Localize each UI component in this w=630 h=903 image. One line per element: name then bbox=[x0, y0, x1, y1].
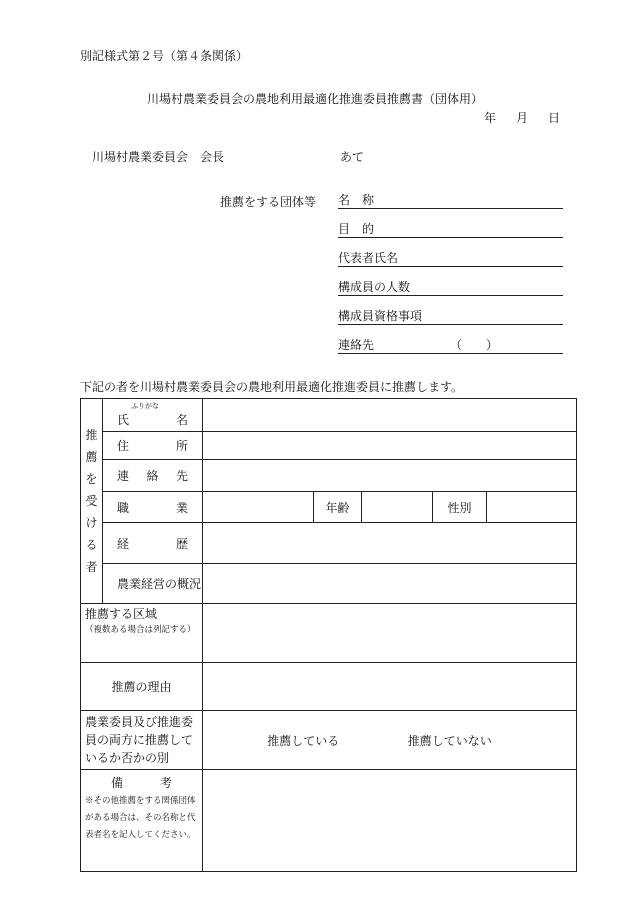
date-line bbox=[484, 109, 560, 126]
area-input-cell[interactable] bbox=[203, 604, 577, 663]
addressee-suffix: あて bbox=[340, 150, 365, 164]
contact-field[interactable] bbox=[338, 337, 563, 354]
remarks-input-cell[interactable] bbox=[203, 770, 577, 872]
choice-not-recommended[interactable]: 推薦していない bbox=[407, 733, 492, 748]
date-month: 月 bbox=[516, 111, 529, 125]
furigana-label: ふりがな bbox=[131, 402, 159, 410]
both-question-cell: 農業委員及び推進委員の両方に推薦しているか否かの別 bbox=[81, 711, 203, 770]
gender-label-cell: 性別 bbox=[433, 492, 487, 523]
contact-paren: （ ） bbox=[450, 338, 499, 352]
form-number: 別記様式第２号（第４条関係） bbox=[80, 49, 249, 63]
farm-overview-input-cell[interactable] bbox=[203, 564, 577, 604]
recommender-label: 推薦をする団体等 bbox=[220, 195, 317, 209]
reason-input-cell[interactable] bbox=[203, 663, 577, 711]
remarks-label-cell: 備 考 ※その他推薦をする関係団体がある場合は、その名称と代表者名を記入してください。 bbox=[81, 770, 203, 872]
age-input-cell[interactable] bbox=[362, 492, 433, 523]
occupation-label-cell: 職 業 bbox=[103, 492, 203, 523]
farm-overview-label-cell: 農業経営の概況 bbox=[103, 564, 203, 604]
members-count-field[interactable] bbox=[338, 279, 563, 296]
contact-input-cell[interactable] bbox=[203, 460, 577, 492]
address-label-cell: 住 所 bbox=[103, 432, 203, 460]
member-qualifications-field[interactable] bbox=[338, 308, 563, 325]
recipient-group-label: 推 薦 を 受 け る 者 bbox=[81, 399, 103, 604]
addressee-name: 川場村農業委員会 会長 bbox=[92, 150, 225, 164]
career-input-cell[interactable] bbox=[203, 523, 577, 564]
reason-label-cell: 推薦の理由 bbox=[81, 663, 203, 711]
contact-label: 連絡先 bbox=[338, 338, 375, 352]
org-name-field[interactable] bbox=[338, 192, 563, 209]
org-name-label: 名 称 bbox=[338, 193, 375, 207]
choice-recommended[interactable]: 推薦している bbox=[267, 733, 340, 748]
recommendation-statement: 下記の者を川場村農業委員会の農地利用最適化推進委員に推薦します。 bbox=[80, 380, 464, 394]
members-count-label: 構成員の人数 bbox=[338, 280, 411, 294]
org-purpose-label: 目 的 bbox=[338, 222, 375, 236]
remarks-note: ※その他推薦をする関係団体がある場合は、その名称と代表者名を記入してください。 bbox=[85, 796, 196, 840]
representative-label: 代表者氏名 bbox=[338, 251, 399, 265]
career-label-cell: 経 歴 bbox=[103, 523, 203, 564]
name-label-cell: ふりがな 氏 名 bbox=[103, 399, 203, 432]
org-purpose-field[interactable] bbox=[338, 221, 563, 238]
contact-label-cell: 連 絡 先 bbox=[103, 460, 203, 492]
member-qualifications-label: 構成員資格事項 bbox=[338, 309, 423, 323]
document-title: 川場村農業委員会の農地利用最適化推進委員推薦書（団体用） bbox=[146, 92, 483, 106]
address-input-cell[interactable] bbox=[203, 432, 577, 460]
recommendation-table bbox=[80, 398, 577, 872]
gender-input-cell[interactable] bbox=[487, 492, 577, 523]
area-label-cell bbox=[81, 604, 203, 663]
both-choice-cell[interactable] bbox=[203, 711, 577, 770]
age-label-cell: 年齢 bbox=[314, 492, 362, 523]
name-input-cell[interactable] bbox=[203, 399, 577, 432]
representative-field[interactable] bbox=[338, 250, 563, 267]
date-year: 年 bbox=[484, 111, 497, 125]
area-title: 推薦する区域 bbox=[85, 607, 158, 621]
area-note: （複数ある場合は列記する） bbox=[85, 625, 196, 635]
date-day: 日 bbox=[548, 111, 561, 125]
occupation-input-cell[interactable] bbox=[203, 492, 314, 523]
